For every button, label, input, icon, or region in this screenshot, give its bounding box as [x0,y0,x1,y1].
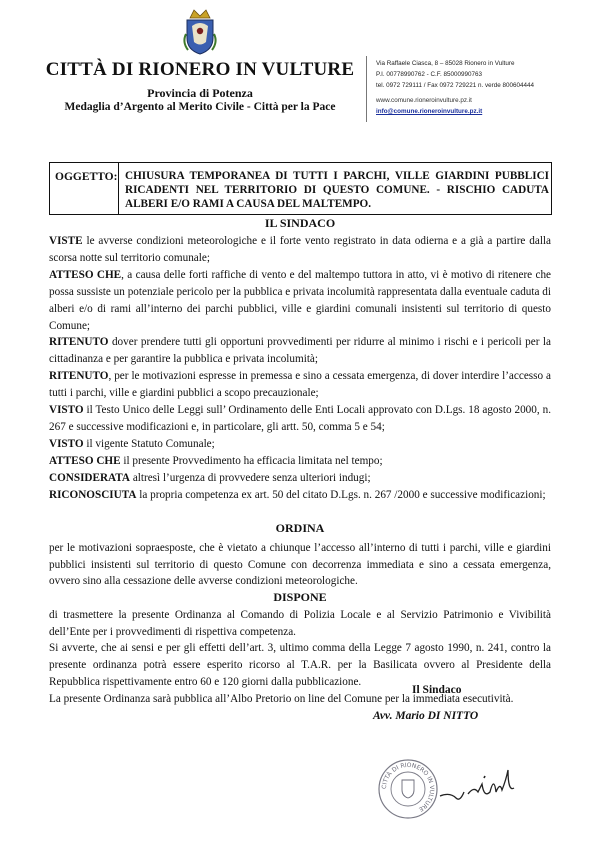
premise-lead: RITENUTO [49,336,109,349]
contact-tax-ids: P.I. 00778990762 - C.F. 85000990763 [376,71,482,78]
disposes-heading: DISPONE [273,590,327,604]
premise-paragraph [49,436,551,453]
premise-text: la propria competenza ex art. 50 del citato D.Lgs. n. 267 /2000 e successive modificazioni; [136,488,546,501]
premise-text: , a causa delle forti raffiche di vento e del maltempo tuttora in atto, vi è motivo di ritenere che possa sussiste un potenziale pericolo per la pubblica e privata incolumità rappresentata dalla eventuale caduta di alberi e/o di rami all’interno dei parchi pubblici, ville e giardini comunali insistenti sul territorio di questo Comune; [49,268,551,332]
contact-phone-fax: tel. 0972 729111 / Fax 0972 729221 n. verde 800604444 [376,82,535,89]
handwritten-signature-icon [438,762,518,806]
premise-paragraph [49,453,551,470]
signatory-role: Il Sindaco [412,684,462,696]
contact-website[interactable]: www.comune.rioneroinvulture.pz.it [376,97,472,104]
premise-paragraph [49,233,551,267]
premise-lead: VISTE [49,235,83,247]
premise-lead: ATTESO CHE [49,454,121,467]
premise-paragraph [49,487,551,504]
premise-paragraph [49,267,551,335]
issuer-heading: IL SINDACO [264,216,336,230]
premise-paragraph [49,334,551,368]
stamp-text: CITTÀ DI RIONERO IN VULTURE [380,761,436,813]
subject-text: CHIUSURA TEMPORANEA DI TUTTI I PARCHI, VILLE GIARDINI PUBBLICI RICADENTI NEL TERRITORIO DI QUESTO COMUNE. - RISCHIO CADUTA ALBERI E/O RAMI A CAUSA DEL MALTEMPO. [125,170,549,210]
disposes-section [49,607,551,707]
province-name: Provincia di Potenza [147,86,253,100]
premise-text: , per le motivazioni espresse in premessa e sino a cessata emergenza, di dover interdire l’accesso a tutti i parchi, ville e giardini pubblici a scopo precauzionale; [49,370,551,400]
premise-text: le avverse condizioni meteorologiche e il forte vento registrato in data odierna e a già a partire dalla scorsa notte sul territorio comunale; [49,235,551,264]
premise-lead: RITENUTO [49,370,109,383]
orders-text: per le motivazioni sopraesposte, che è vietato a chiunque l’accesso all’interno di tutti i parchi, ville e giardini pubblici insistenti sul territorio di questo Comune con decorrenza immediata e sino a cessata emergenza, ovvero sino alla cessazione delle avverse condizioni meteorologiche. [49,542,551,588]
premise-paragraph [49,402,551,436]
contact-address: Via Raffaele Ciasca, 8 – 85028 Rionero in Vulture [376,60,515,67]
official-stamp-icon [377,758,439,820]
premise-lead: ATTESO CHE [49,268,122,281]
premise-text: dover prendere tutti gli opportuni provvedimenti per ridurre al minimo i rischi e i pericoli per la cittadinanza e per garantire la pubblica e privata incolumità; [49,336,551,366]
contact-email-link[interactable]: info@comune.rioneroinvulture.pz.it [376,108,483,115]
subject-label: OGGETTO: [50,163,119,214]
city-crest-icon [180,8,220,56]
premise-text: il Testo Unico delle Leggi sull’ Ordinamento delle Enti Locali approvato con D.Lgs. 18 agosto 2000, n. 267 e successive modificazioni e, in particolare, gli artt. 50, comma 5 e 54; [49,404,551,433]
premise-lead: RICONOSCIUTA [49,488,137,501]
header-divider [366,56,367,122]
premise-lead: VISTO [49,437,84,450]
premise-paragraph [49,470,551,487]
orders-heading: ORDINA [275,521,325,535]
premises-section [49,233,551,504]
disposes-paragraph: di trasmettere la presente Ordinanza al Comando di Polizia Locale e al Servizio Patrimonio e Vivibilità dell’Ente per i provvedimenti di rispettiva competenza. [49,609,551,638]
svg-text:CITTÀ DI RIONERO IN VULTURE [381,762,435,813]
premise-lead: CONSIDERATA [49,471,131,484]
medal-caption: Medaglia d’Argento al Merito Civile - Città per la Pace [64,101,336,113]
premise-text: il presente Provvedimento ha efficacia limitata nel tempo; [120,454,383,467]
city-title: CITTÀ DI RIONERO IN VULTURE [45,59,355,80]
subject-box [49,162,552,215]
disposes-paragraph: Si avverte, che ai sensi e per gli effetti dell’art. 3, ultimo comma della Legge 7 agosto 1990, n. 241, contro la presente ordinanza potrà essere esperito ricorso al T.A.R. per la Basilicata ovvero al Presidente della Repubblica rispettivamente entro 60 e 120 giorni dalla pubblicazione. [49,642,551,688]
premise-lead: VISTO [49,404,84,417]
premise-paragraph [49,368,551,402]
signatory-name: Avv. Mario DI NITTO [373,710,479,722]
premise-text: il vigente Statuto Comunale; [83,437,215,450]
disposes-paragraph: La presente Ordinanza sarà pubblica all’Albo Pretorio on line del Comune per la immediata esecutività. [49,692,514,705]
premise-text: altresì l’urgenza di provvedere senza ulteriori indugi; [130,471,371,484]
